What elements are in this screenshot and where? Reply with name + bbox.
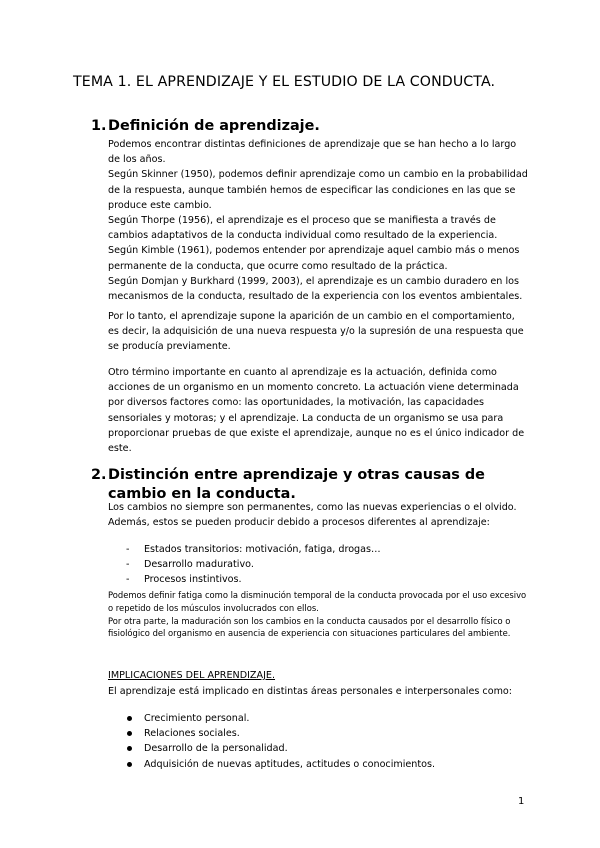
paragraph-actuacion-text: Otro término importante en cuanto al aprendizaje es la actuación, definida como acciones de un organismo en un momento concreto. La actuación viene determinada por diversos factores como: las oportunidades, la motivación, las capacidades sensoriales y motoras; y el aprendizaje. La conducta de un organismo se usa para proporcionar pruebas de que existe el aprendizaje, aunque no es el único indicador de este. [108,367,525,455]
section-2-title: Distinción entre aprendizaje y otras causas de cambio en la conducta. [108,467,485,502]
implications-heading: IMPLICACIONES DEL APRENDIZAJE. [108,670,276,681]
list-item-text: Relaciones sociales. [144,728,240,740]
list-item [108,757,528,772]
list-item [108,711,528,726]
list-item-text: Procesos instintivos. [144,574,242,586]
paragraph-actuacion [108,365,528,456]
note-maduracion: Por otra parte, la maduración son los cambios en la conducta causados por el desarrollo físico o fisiológico del organismo en ausencia de experiencia con situaciones particulares del ambiente. [108,615,511,639]
dash-marker: - [126,559,130,571]
section-1-number: 1. [91,118,107,134]
section-2-intro [108,500,528,530]
list-item [108,726,528,741]
list-item-text: Adquisición de nuevas aptitudes, actitudes o conocimientos. [144,758,436,770]
note-fatiga: Podemos definir fatiga como la disminución temporal de la conducta provocada por el uso excesivo o repetido de los músculos involucrados con ellos. [108,590,527,613]
implications-intro [108,684,528,699]
page-number: 1 [518,796,525,807]
bullet-icon [127,746,132,751]
causes-list [108,542,528,588]
bullet-icon [127,731,132,736]
section-2-intro-text: Los cambios no siempre son permanentes, como las nuevas experiencias o el olvido. Además, estos se pueden producir debido a procesos diferentes al aprendizaje: [108,502,517,529]
list-item-text: Crecimiento personal. [144,713,250,724]
document-title: TEMA 1. EL APRENDIZAJE Y EL ESTUDIO DE LA CONDUCTA. [73,74,496,90]
definition-skinner: Según Skinner (1950), podemos definir aprendizaje como un cambio en la probabilidad de la respuesta, aunque también hemos de especificar las condiciones en las que se produce este cambio. [108,169,528,211]
definitions-block [108,137,528,304]
dash-marker: - [126,574,130,586]
section-2-number: 2. [91,467,107,483]
section-1-heading [91,117,531,136]
bullet-icon [127,762,132,767]
definition-domjan: Según Domjan y Burkhard (1999, 2003), el aprendizaje es un cambio duradero en los mecanismos de la conducta, resultado de la experiencia con los eventos ambientales. [108,275,523,303]
notes-block [108,589,528,640]
bullet-icon [127,716,132,721]
definition-intro: Podemos encontrar distintas definiciones de aprendizaje que se han hecho a lo largo de los años. [108,139,517,166]
implications-list [108,711,528,772]
list-item [108,741,528,756]
list-item-text: Estados transitorios: motivación, fatiga, drogas… [144,544,381,555]
implications-intro-text: El aprendizaje está implicado en distintas áreas personales e interpersonales como: [108,686,513,697]
definition-thorpe: Según Thorpe (1956), el aprendizaje es el proceso que se manifiesta a través de cambios adaptativos de la conducta individual como resultado de la experiencia. [108,215,498,242]
list-item-text: Desarrollo de la personalidad. [144,743,288,755]
section-1-title: Definición de aprendizaje. [108,118,320,134]
definition-kimble: Según Kimble (1961), podemos entender por aprendizaje aquel cambio más o menos permanente de la conducta, que ocurre como resultado de la práctica. [108,245,520,272]
dash-marker: - [126,544,130,555]
list-item-text: Desarrollo madurativo. [144,559,254,571]
list-item [108,542,528,557]
list-item [108,572,528,587]
paragraph-conclusion [108,309,528,355]
list-item [108,557,528,572]
paragraph-conclusion-text: Por lo tanto, el aprendizaje supone la aparición de un cambio en el comportamiento, es decir, la adquisición de una nueva respuesta y/o la supresión de una respuesta que se producía previamente. [108,311,524,353]
section-2-heading [91,466,531,504]
